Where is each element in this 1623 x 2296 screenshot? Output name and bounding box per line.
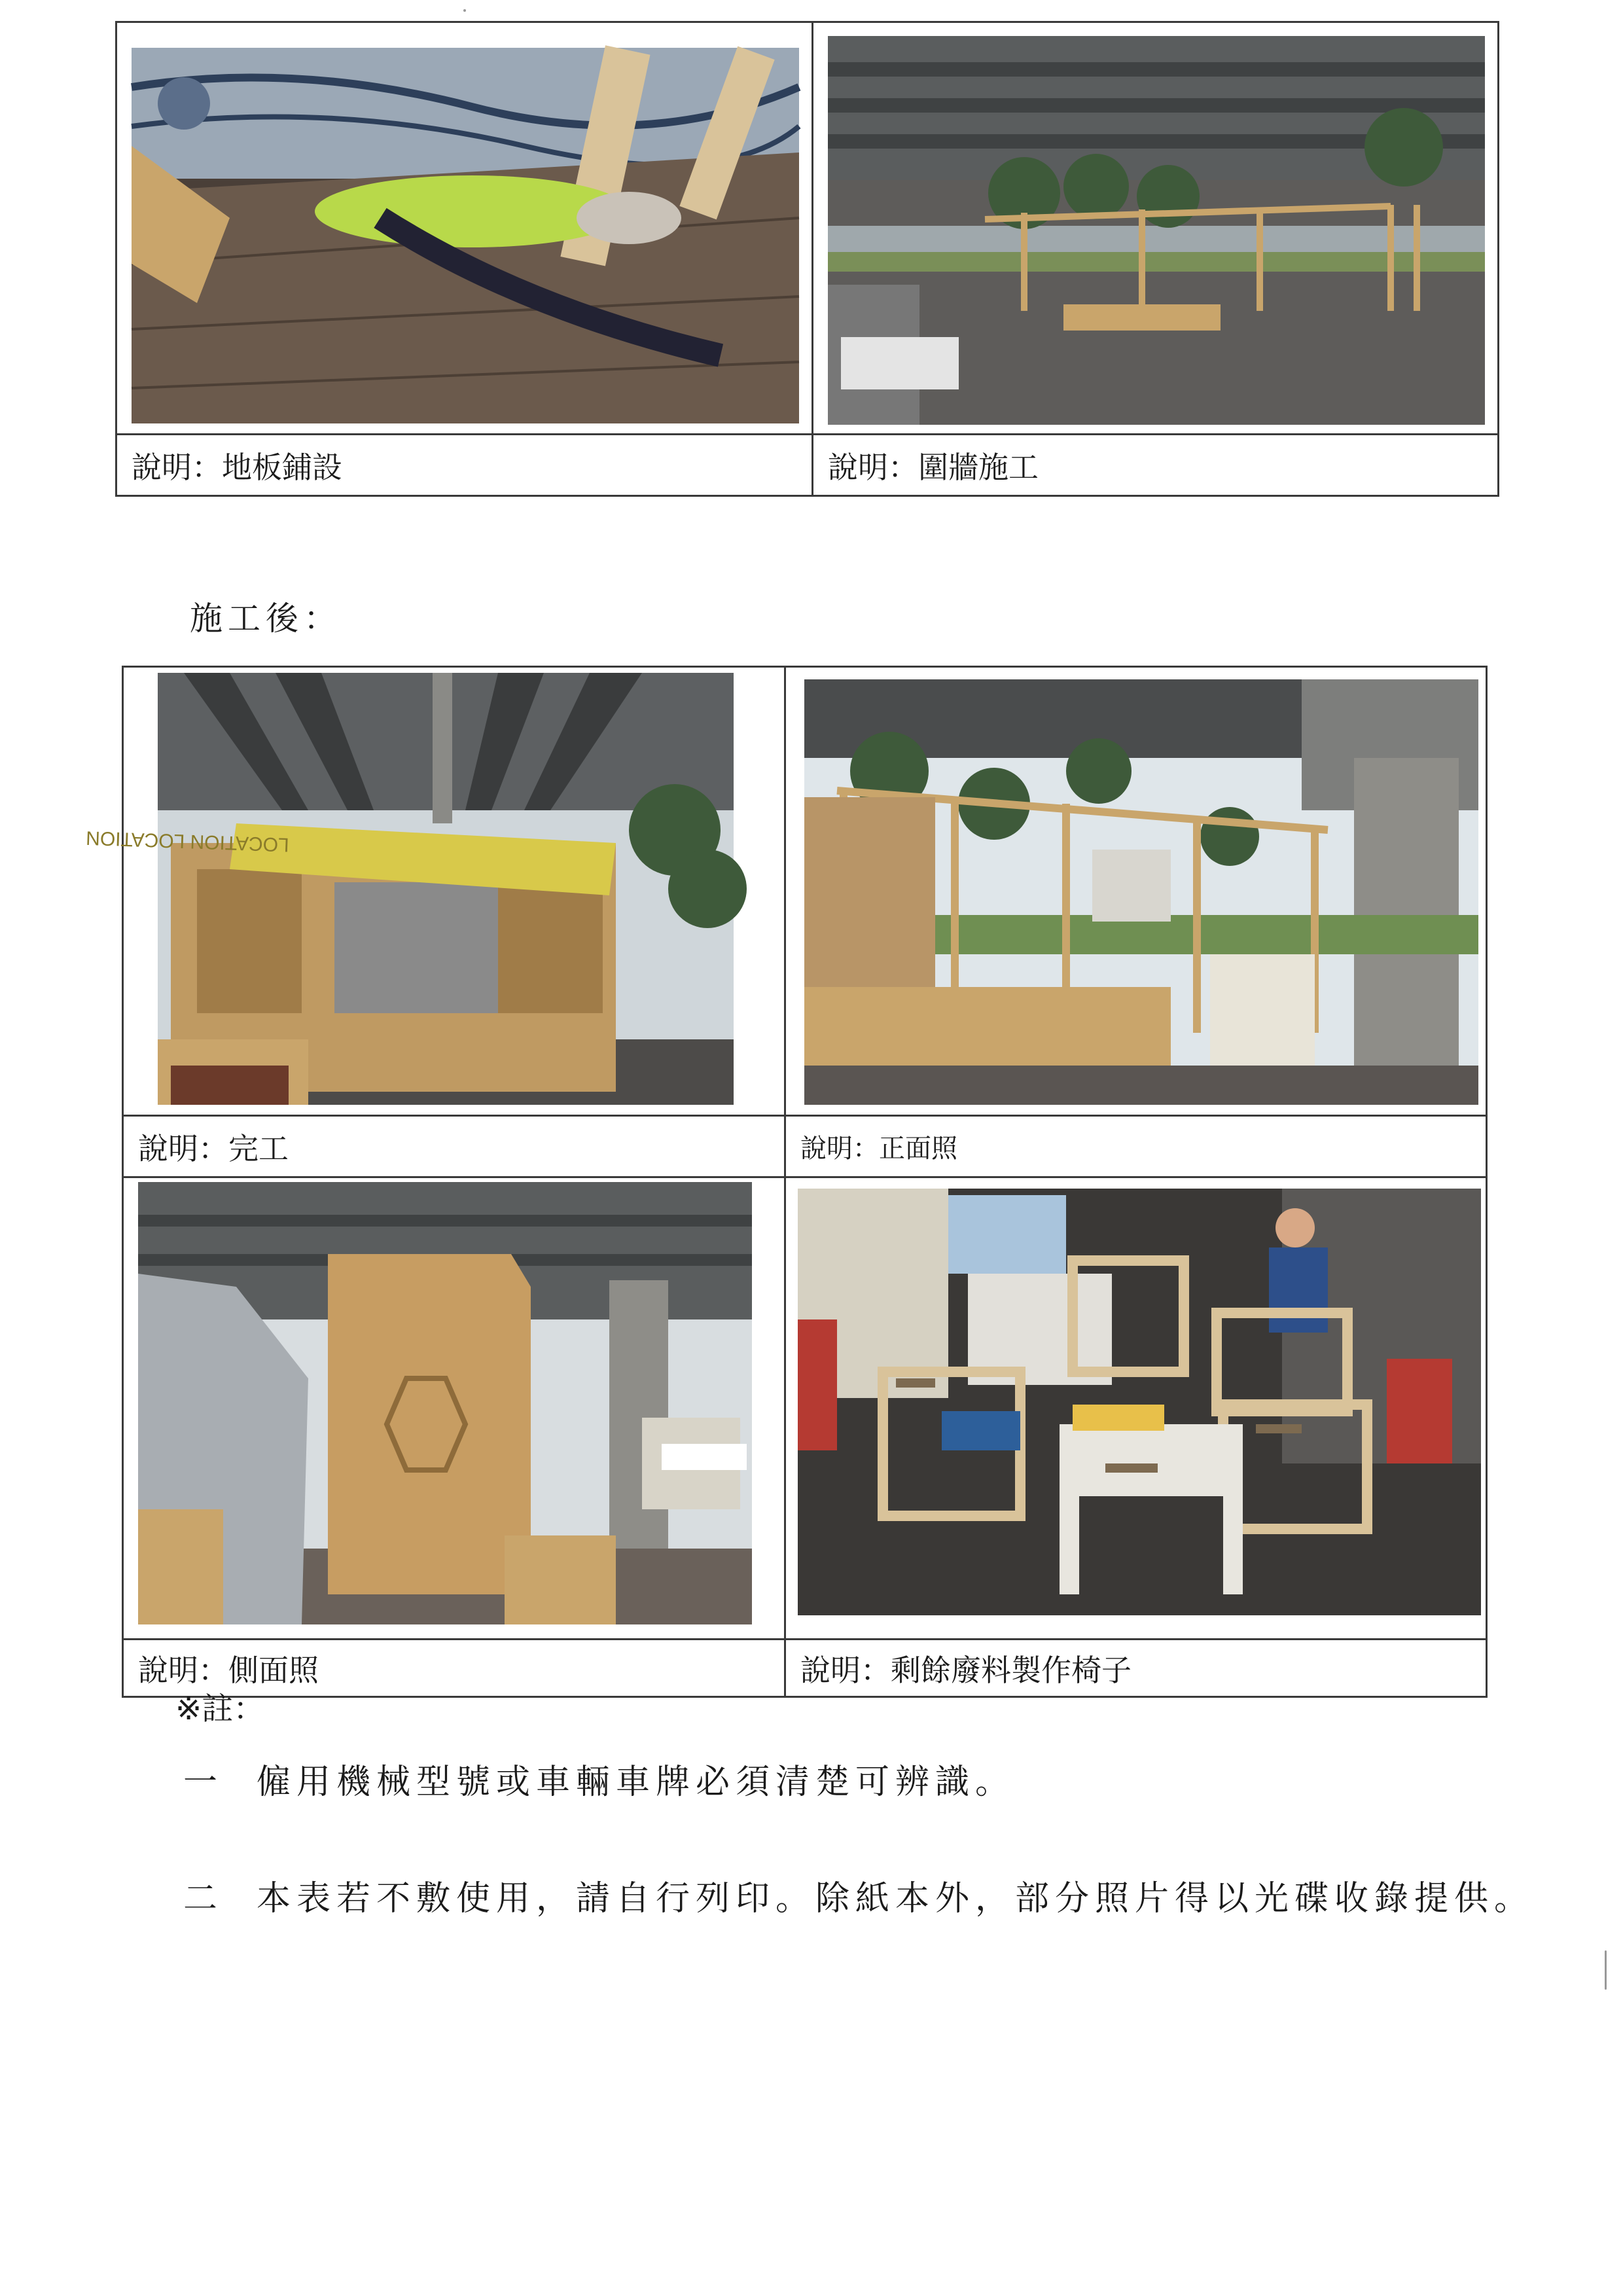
caption-floor-laying: 說明：地板鋪設 [116,435,813,496]
photo-cell-side [123,1177,785,1640]
photo-floor-laying [132,48,799,423]
photo-cell-floor [116,22,813,435]
caption-scrap-wood-chairs: 說明：剩餘廢料製作椅子 [785,1640,1487,1697]
photo-front-view [804,679,1478,1105]
caption-fence-construction: 說明：圍牆施工 [813,435,1499,496]
photo-side-view [138,1182,752,1624]
photo-cell-fence [813,22,1499,435]
bottom-photo-table [85,666,1488,1698]
top-photo-table [115,21,1499,497]
caption-completed: 說明：完工 [123,1116,785,1177]
note-item-1-number: 一 [183,1763,224,1802]
note-item-2 [183,1871,1534,1920]
photo-cell-front [785,667,1487,1116]
section-title-after-construction: 施工後： [190,600,342,637]
photo-cell-complete [85,667,785,1116]
caption-front-view: 說明：正面照 [785,1116,1487,1177]
notes-title: ※註： [175,1691,265,1727]
note-item-1 [183,1754,1015,1803]
note-item-2-number: 二 [183,1879,224,1918]
note-item-1-text: 僱用機械型號或車輛車牌必須清楚可辨識。 [257,1763,1016,1802]
photo-cell-chairs [785,1177,1487,1640]
banner-text: LOCATION LOCATION [85,827,290,856]
note-item-2-text: 本表若不敷使用，請自行列印。除紙本外，部分照片得以光碟收錄提供。 [257,1879,1535,1918]
scan-speck [1605,1950,1607,1990]
photo-scrap-wood-chairs [798,1189,1481,1615]
photo-fence-construction [828,36,1485,425]
caption-side-view: 說明：側面照 [123,1640,785,1697]
photo-completed [85,673,734,1105]
scan-speck [463,9,466,12]
